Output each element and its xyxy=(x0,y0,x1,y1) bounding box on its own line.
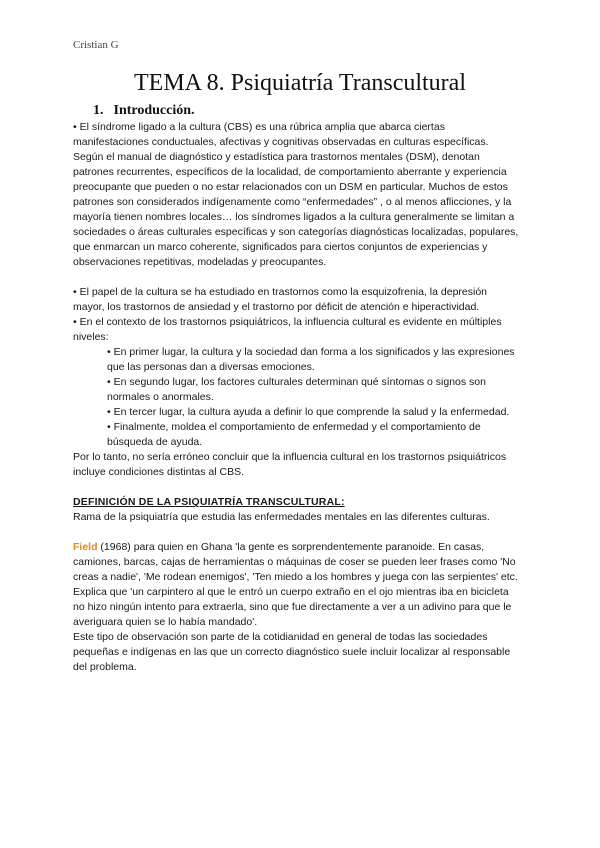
paragraph-cbs: • El síndrome ligado a la cultura (CBS) es una rúbrica amplia que abarca ciertas manifestaciones conductuales, afectivas y cognitivas observadas en culturas específicas. Según el manual de diagnóstico y estadística para trastornos mentales (DSM), denotan patrones recurrentes, específicos de la localidad, de comportamiento aberrante y experiencia preocupante que pueden o no estar relacionados con un DSM en particular. Muchos de estos patrones son considerados indígenamente como “enfermedades” , o al menos aflicciones, y la mayoría tienen nombres locales… los síndromes ligados a la cultura generalmente se limitan a sociedades o áreas culturales específicas y son categorías diagnósticas localizadas, populares, que enmarcan un marco coherente, significados para ciertos conjuntos de experiencias y observaciones repetitivas, modeladas y preocupantes. xyxy=(73,121,519,268)
definition-heading: DEFINICIÓN DE LA PSIQUIATRÍA TRANSCULTURAL: xyxy=(73,496,345,508)
field-author-highlight: Field xyxy=(73,541,98,553)
list-item: • En tercer lugar, la cultura ayuda a definir lo que comprende la salud y la enfermedad. xyxy=(107,406,510,418)
definition-text: Rama de la psiquiatría que estudia las enfermedades mentales en las diferentes culturas. xyxy=(73,511,490,523)
section-number: 1. xyxy=(93,103,104,118)
list-item: • Finalmente, moldea el comportamiento de enfermedad y el comportamiento de búsqueda de ayuda. xyxy=(107,421,481,448)
field-quote-text: (1968) para quien en Ghana 'la gente es sorprendentemente paranoide. En casas, camiones, barcas, cajas de herramientas o máquinas de coser se pueden leer frases como 'No creas a nadie', 'Me rodean enemigos', 'Ten miedo a los hombres y juega con las serpientes' etc. Explica que 'un carpintero al que le entró un cuerpo extraño en el ojo mientras iba en bicicleta no hizo ningún intento para extraerla, sino que fue directamente a ver a un adivino para que le averiguara quien se lo había mandado'. xyxy=(73,541,518,628)
paragraph-culture-role: • El papel de la cultura se ha estudiado en trastornos como la esquizofrenia, la depresión mayor, los trastornos de ansiedad y el trastorno por déficit de atención e hiperactividad. xyxy=(73,286,488,313)
page-title: TEMA 8. Psiquiatría Transcultural xyxy=(134,70,466,96)
author-name: Cristian G xyxy=(73,39,119,51)
section-title: Introducción. xyxy=(113,103,195,118)
list-item: • En primer lugar, la cultura y la sociedad dan forma a los significados y las expresiones que las personas dan a diversas emociones. xyxy=(107,346,515,373)
paragraph-field xyxy=(73,540,521,630)
paragraph-observation: Este tipo de observación son parte de la cotidianidad en general de todas las sociedades pequeñas e indígenas en las que un correcto diagnóstico suele incluir localizar al responsable del problema. xyxy=(73,631,511,673)
section-heading xyxy=(93,103,195,119)
paragraph-conclusion: Por lo tanto, no sería erróneo concluir que la influencia cultural en los trastornos psiquiátricos incluye condiciones distintas al CBS. xyxy=(73,451,507,478)
paragraph-influence: • En el contexto de los trastornos psiquiátricos, la influencia cultural es evidente en múltiples niveles: xyxy=(73,316,502,343)
document-body xyxy=(73,120,521,675)
list-item: • En segundo lugar, los factores culturales determinan qué síntomas o signos son normales o anormales. xyxy=(107,376,486,403)
